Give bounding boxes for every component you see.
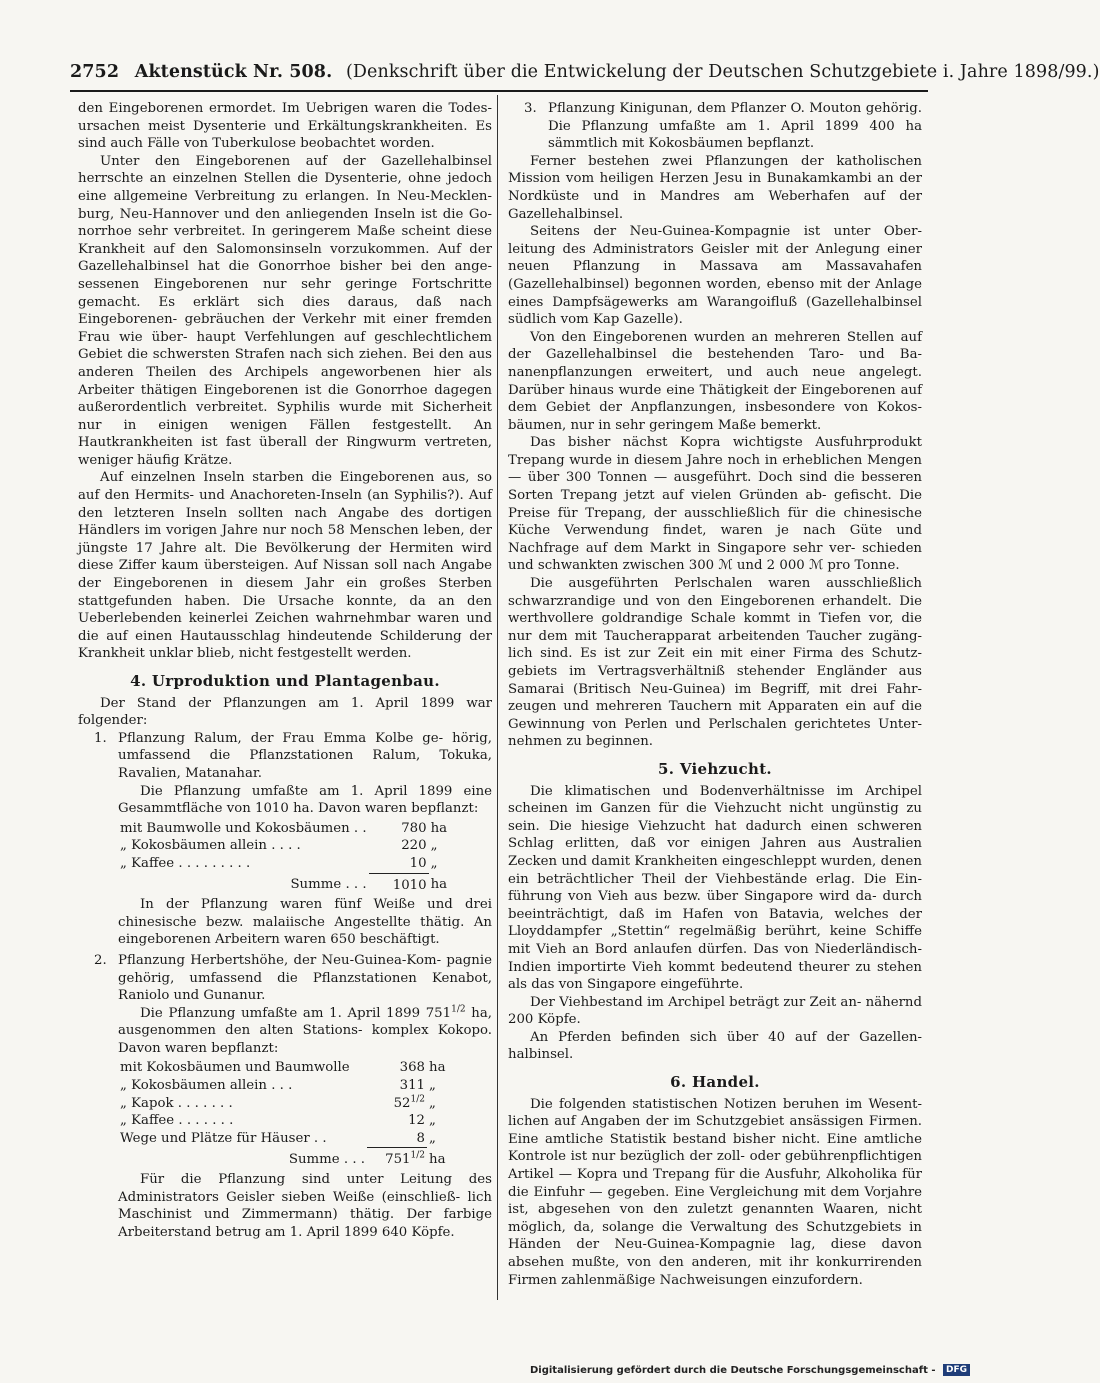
paragraph: Seitens der Neu-Guinea-Kompagnie ist unter Ober- leitung des Administrators Geisler mit der Anlegung einer neuen Pflanzung in Massava am Massavahafen (Gazellehalbinsel) begonnen worden, ebenso mit der Anlage eines Dampfsägewerks am Warangoifluß (Gazellehalbinsel südlich vom Kap Gazelle). <box>508 224 922 328</box>
table-cell: „ Kapok . . . . . . . <box>120 1095 233 1111</box>
table-cell: 220 <box>401 838 427 854</box>
paragraph: Das bisher nächst Kopra wichtigste Ausfuhrprodukt Trepang wurde in diesem Jahre noch in erheblichen Mengen — über 300 Tonnen — ausgeführt. Doch sind die besseren Sorten Trepang jetzt auf vielen Gründen ab- gefischt. Die Preise für Trepang, der ausschließlich für die chinesische Küche Verwendung findet, waren je nach Güte und Nachfrage auf dem Markt in Singapore sehr ver- schieden und schwankten zwischen 300 ℳ und 2 000 ℳ pro Tonne. <box>508 435 922 574</box>
paragraph: Der Stand der Pflanzungen am 1. April 1899 war folgender: <box>78 695 492 729</box>
list-item-text: In der Pflanzung waren fünf Weiße und drei chinesische bezw. malaiische Angestellte thätig. An eingeborenen Arbeitern waren 650 beschäftigt. <box>118 897 492 948</box>
paragraph: An Pferden befinden sich über 40 auf der Gazellen- halbinsel. <box>508 1029 922 1063</box>
table-cell: 10 <box>369 855 429 873</box>
table-cell: „ <box>430 838 438 854</box>
table-cell: „ Kokosbäumen allein . . . <box>120 1078 293 1094</box>
text-run: 52 <box>393 1095 411 1111</box>
header-subtitle: (Denkschrift über die Entwickelung der Deutschen Schutzgebiete i. Jahre 1898/99.) <box>345 62 1100 82</box>
table-cell: Summe . . . <box>290 877 367 893</box>
table-cell: 311 <box>399 1078 425 1094</box>
table-row <box>118 837 459 855</box>
fraction: 1/2 <box>410 1151 425 1162</box>
table-sum-row <box>118 1148 457 1169</box>
list-item-continuation <box>78 896 492 949</box>
planting-table-ralum <box>118 820 459 894</box>
table-row <box>118 1112 457 1130</box>
paragraph: Die ausgeführten Perlschalen waren ausschließlich schwarzrandige und von den Eingeborenen erhandelt. Die werthvollere goldrandige Schale kommt in Tiefen vor, die nur dem mit Taucherapparat arbeitenden Taucher zugäng- lich sind. Es ist zur Zeit ein mit einer Firma des Schutz- gebiets im Vertragsverhältniß stehender Engländer aus Samarai (Britisch Neu-Guinea) im Begriff, mit drei Fahr- zeugen und mehreren Tauchern mit Apparaten ein auf die Gewinnung von Perlen und Perlschalen gerichtetes Unter- nehmen zu beginnen. <box>508 576 922 750</box>
column-divider <box>497 95 498 1300</box>
table-cell: ha <box>429 1060 446 1076</box>
table-row <box>118 855 459 873</box>
list-item-text <box>118 1005 492 1058</box>
table-cell: 12 <box>408 1113 425 1129</box>
paragraph: Auf einzelnen Inseln starben die Eingeborenen aus, so auf den Hermits- und Anachoreten-Inseln (an Syphilis?). Auf den letzteren Inseln sollten nach Angabe des dortigen Händlers im vorigen Jahre nur noch 58 Menschen leben, der jüngste 17 Jahre alt. Die Bevölkerung der Hermiten wird diese Ziffer kaum übersteigen. Auf Nissan soll nach Angabe der Eingeborenen in diesem Jahr ein großes Sterben stattgefunden haben. Die Ursache konnte, da an den Ueberlebenden keinerlei Zeichen wahrnehmbar waren und die auf einen Hautausschlag hindeutende Schilderung der Krankheit unklar blieb, nicht festgestellt werden. <box>78 470 492 662</box>
table-cell: Wege und Plätze für Häuser . . <box>120 1131 327 1147</box>
planting-table-herbertshoehe <box>118 1059 457 1169</box>
list-item-kinigunan <box>508 100 922 153</box>
paragraph: Von den Eingeborenen wurden an mehreren Stellen auf der Gazellehalbinsel die bestehenden Taro- und Ba- nanenpflanzungen erweitert, und auch neue angelegt. Darüber hinaus wurde eine Thätigkeit der Eingeborenen auf dem Gebiet der Anpflanzungen, insbesondere von Kokos- bäumen, nur in sehr geringem Maße bemerkt. <box>508 329 922 433</box>
document-number: Aktenstück Nr. 508. <box>134 62 333 82</box>
section-title-handel: 6. Handel. <box>670 1073 760 1092</box>
table-row <box>118 1059 457 1077</box>
list-item-text: Pflanzung Herbertshöhe, der Neu-Guinea-Kom- pagnie gehörig, umfassend die Pflanzstationen Kenabot, Raniolo und Gunanur. <box>118 952 492 1004</box>
text-run: Die Pflanzung umfaßte am 1. April 1899 751 <box>140 1005 452 1021</box>
section-title-urproduktion: 4. Urproduktion und Plantagenbau. <box>130 672 440 690</box>
table-row <box>118 820 459 838</box>
table-cell <box>367 1095 427 1113</box>
table-cell: 780 <box>401 820 427 836</box>
fraction: 1/2 <box>451 1004 466 1015</box>
paragraph: Der Viehbestand im Archipel beträgt zur Zeit an- nähernd 200 Köpfe. <box>508 994 922 1028</box>
page-header <box>70 62 1100 86</box>
list-item-continuation <box>78 1171 492 1241</box>
table-cell: „ <box>429 1095 436 1111</box>
table-row <box>118 1095 457 1113</box>
text-run: ha, ausgenommen den alten Stations- komplex Kokopo. Davon waren bepflanzt: <box>118 1005 493 1056</box>
list-item-herbertshoehe <box>78 952 492 1058</box>
table-cell: „ <box>429 1078 436 1094</box>
paragraph: Die folgenden statistischen Notizen beruhen im Wesent- lichen auf Angaben der im Schutzgebiet ansässigen Firmen. Eine amtliche Statistik bestand bisher nicht. Eine amtliche Kontrole ist nur bezüglich der zoll- oder gebührenpflichtigen Artikel — Kopra und Trepang für die Ausfuhr, Alkoholika für die Einfuhr — gegeben. Eine Vergleichung mit dem Vorjahre ist, abgesehen von den zuletzt genannten Waaren, nicht möglich, da, solange die Verwaltung des Schutzgebiets in Händen der Neu-Guinea-Kompagnie lag, diese davon absehen mußte, von den anderen, mit ihr konkurrirenden Firmen zahlenmäßige Nachweisungen einzufordern. <box>508 1096 922 1288</box>
header-rule <box>70 90 928 92</box>
table-cell: mit Baumwolle und Kokosbäumen . . <box>120 820 367 836</box>
table-cell: „ <box>429 1113 436 1129</box>
table-cell: „ Kaffee . . . . . . . . . <box>120 856 251 872</box>
dfg-logo: DFG <box>943 1364 970 1376</box>
footer-text: Digitalisierung gefördert durch die Deutsche Forschungsgemeinschaft - <box>529 1365 936 1376</box>
list-item-text: Pflanzung Kinigunan, dem Pflanzer O. Mouton gehörig. Die Pflanzung umfaßte am 1. April 1899 400 ha sämmtlich mit Kokosbäumen bepflanzt. <box>548 101 922 152</box>
right-column <box>508 100 922 1289</box>
page-number: 2752 <box>70 62 120 82</box>
section-title-viehzucht: 5. Viehzucht. <box>658 759 772 778</box>
table-row <box>118 1077 457 1095</box>
list-item-text: Die Pflanzung umfaßte am 1. April 1899 eine Gesammtfläche von 1010 ha. Davon waren bepflanzt: <box>118 783 492 817</box>
paragraph: Unter den Eingeborenen auf der Gazellehalbinsel herrschte an einzelnen Stellen die Dysenterie, ohne jedoch eine allgemeine Verbreitung zu erlangen. In Neu-Mecklen- burg, Neu-Hannover und den anliegenden Inseln ist die Go- norrhoe sehr verbreitet. In geringerem Maße scheint diese Krankheit auf den Salomonsinseln vorzukommen. Auf der Gazellehalbinsel hat die Gonorrhoe bisher bei den ange- sessenen Eingeborenen nur sehr geringe Fortschritte gemacht. Es erklärt sich dies daraus, daß nach Eingeborenen- gebräuchen der Verkehr mit einer fremden Frau wie über- haupt Verfehlungen auf geschlechtlichem Gebiet die schwersten Strafen nach sich ziehen. Bei den aus anderen Theilen des Archipels angeworbenen hier als Arbeiter thätigen Eingeborenen ist die Gonorrhoe dagegen außerordentlich verbreitet. Syphilis wurde mit Sicherheit nur in einigen wenigen Fällen festgestellt. An Hautkrankheiten ist fast überall der Ringwurm vertreten, weniger häufig Krätze. <box>78 153 492 468</box>
table-cell: Summe . . . <box>288 1152 365 1168</box>
left-column <box>78 100 492 1241</box>
table-cell: ha <box>430 877 448 893</box>
list-item-ralum <box>78 730 492 818</box>
table-cell: ha <box>429 1152 446 1168</box>
table-row <box>118 1130 457 1148</box>
paragraph: Ferner bestehen zwei Pflanzungen der katholischen Mission vom heiligen Herzen Jesu in Bunakamkambi an der Nordküste und in Mandres am Weberhafen auf der Gazellehalbinsel. <box>508 153 922 222</box>
paragraph: Die klimatischen und Bodenverhältnisse im Archipel scheinen im Ganzen für die Viehzucht nicht ungünstig zu sein. Die hiesige Viehzucht hat dadurch einen schweren Schlag erlitten, daß vor einigen Jahren aus Australien Zecken und damit Krankheiten eingeschleppt wurden, denen ein beträchtlicher Theil der Viehbestände erlag. Die Ein- führung von Vieh aus bezw. über Singapore wird da- durch beeinträchtigt, daß im Hafen von Batavia, welches der Lloyddampfer „Stettin“ regelmäßig berührt, keine Schiffe mit Vieh an Bord anlaufen dürfen. Das von Niederländisch-Indien importirte Vieh kommt bedeutend theurer zu stehen als das von Singapore eingeführte. <box>508 783 922 993</box>
table-cell: ha <box>430 820 448 836</box>
list-number: 2. <box>94 952 107 968</box>
paragraph: den Eingeborenen ermordet. Im Uebrigen waren die Todes- ursachen meist Dysenterie und Erkältungskrankheiten. Es sind auch Fälle von Tuberkulose beobachtet worden. <box>78 101 492 152</box>
list-number: 1. <box>94 730 107 746</box>
fraction: 1/2 <box>410 1094 425 1105</box>
table-cell: „ <box>430 856 438 872</box>
table-sum-row <box>118 873 459 894</box>
table-cell: 368 <box>399 1060 425 1076</box>
list-item-text: Pflanzung Ralum, der Frau Emma Kolbe ge- hörig, umfassend die Pflanzstationen Ralum, Tokuka, Ravalien, Matanahar. <box>118 730 492 781</box>
table-cell: mit Kokosbäumen und Baumwolle <box>120 1060 350 1076</box>
table-cell: „ Kokosbäumen allein . . . . <box>120 838 301 854</box>
list-number: 3. <box>524 101 537 116</box>
table-cell <box>367 1148 427 1169</box>
table-cell: 1010 <box>392 877 427 893</box>
table-cell: „ <box>429 1131 436 1147</box>
table-cell: „ Kaffee . . . . . . . <box>120 1113 234 1129</box>
text-run: 751 <box>385 1152 411 1168</box>
list-item-text: Für die Pflanzung sind unter Leitung des Administrators Geisler sieben Weiße (einschließ- lich Maschinist und Zimmermann) thätig. Der farbige Arbeiterstand betrug am 1. April 1899 640 Köpfe. <box>118 1172 492 1240</box>
digitization-credit <box>530 1364 970 1376</box>
table-cell: 8 <box>367 1130 427 1148</box>
